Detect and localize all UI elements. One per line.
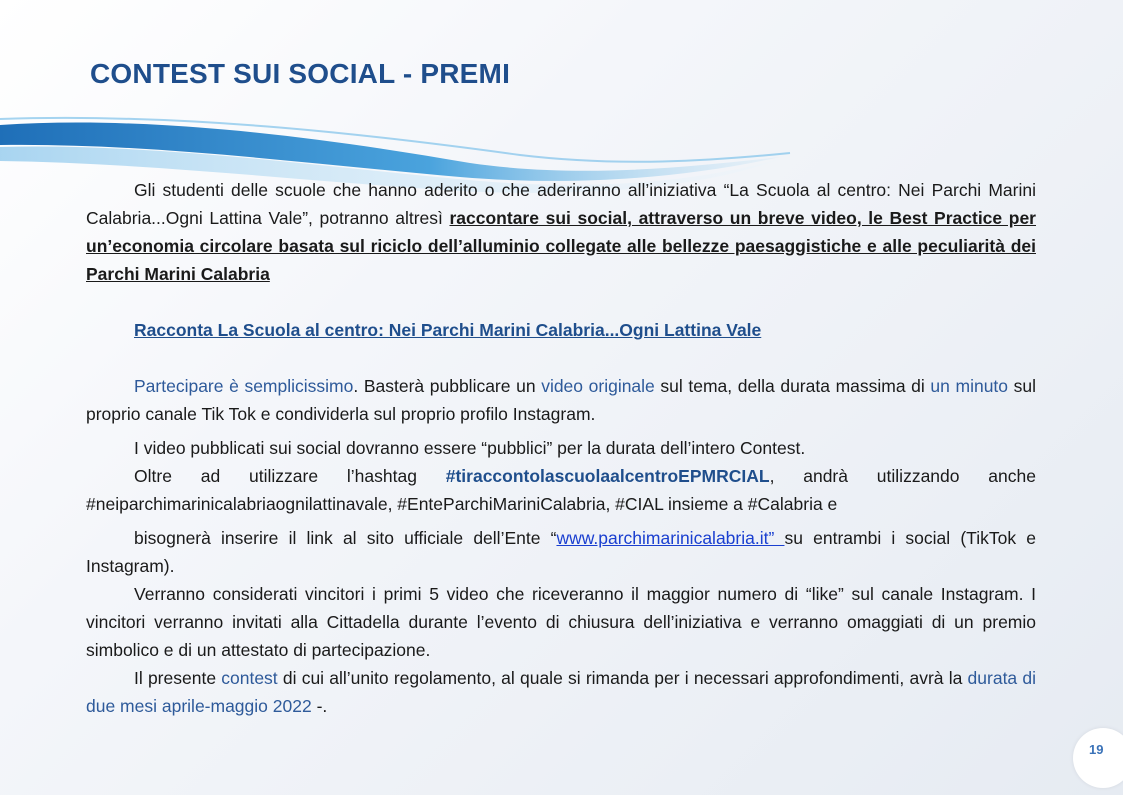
duration-paragraph: Il presente contest di cui all’unito regolamento, al quale si rimanda per i necessari approfondimenti, avrà la durata di due mesi aprile-maggio 2022 -. (86, 668, 1036, 716)
contest-subheading-link[interactable]: Racconta La Scuola al centro: Nei Parchi Marini Calabria...Ogni Lattina Vale (134, 320, 762, 340)
body-text (86, 176, 1036, 720)
intro-paragraph: Gli studenti delle scuole che hanno aderito o che aderiranno all’iniziativa “La Scuola al centro: Nei Parchi Marini Calabria...Ogni Lattina Vale”, potranno altresì raccontare sui social, attraverso un breve video, le Best Practice per un’economia circolare basata sul riciclo dell’alluminio collegate alle bellezze paesaggistiche e alle peculiarità dei Parchi Marini Calabria (86, 180, 1036, 284)
slide-title: CONTEST SUI SOCIAL - PREMI (90, 58, 511, 89)
winners-paragraph: Verranno considerati vincitori i primi 5 video che riceveranno il maggior numero di “like” sul canale Instagram. I vincitori verranno invitati alla Cittadella durante l’evento di chiusura dell’iniziativa e verranno omaggiati di un premio simbolico e di un attestato di partecipazione. (86, 584, 1036, 660)
intro-emphasis: raccontare sui social, attraverso un breve video, le Best Practice per un’economia circolare basata sul riciclo dell’alluminio collegate alle bellezze paesaggistiche e alle peculiarità dei Parchi Marini Calabria (86, 208, 1036, 284)
page-number-badge (1073, 728, 1123, 788)
page-number: 19 (1089, 742, 1104, 757)
public-video-paragraph: I video pubblicati sui social dovranno essere “pubblici” per la durata dell’intero Contest. (134, 438, 806, 458)
contest-subheading (86, 316, 1036, 344)
participation-paragraph: Partecipare è semplicissimo. Basterà pubblicare un video originale sul tema, della durata massima di un minuto sul proprio canale Tik Tok e condividerla sul proprio profilo Instagram. (86, 376, 1037, 424)
main-hashtag: #tiraccontolascuolaalcentroEPMRCIAL (445, 466, 770, 486)
hashtag-paragraph: Oltre ad utilizzare l’hashtag #tiraccontolascuolaalcentroEPMRCIAL, andrà utilizzando anche #neiparchimarinicalabriaognilattinavale, #EnteParchiMariniCalabria, #CIAL insieme a #Calabria e (86, 466, 1036, 514)
link-paragraph: bisognerà inserire il link al sito ufficiale dell’Ente “www.parchimarinicalabria.it” su entrambi i social (TikTok e Instagram). (86, 528, 1036, 576)
website-link[interactable]: www.parchimarinicalabria.it” (556, 528, 785, 548)
